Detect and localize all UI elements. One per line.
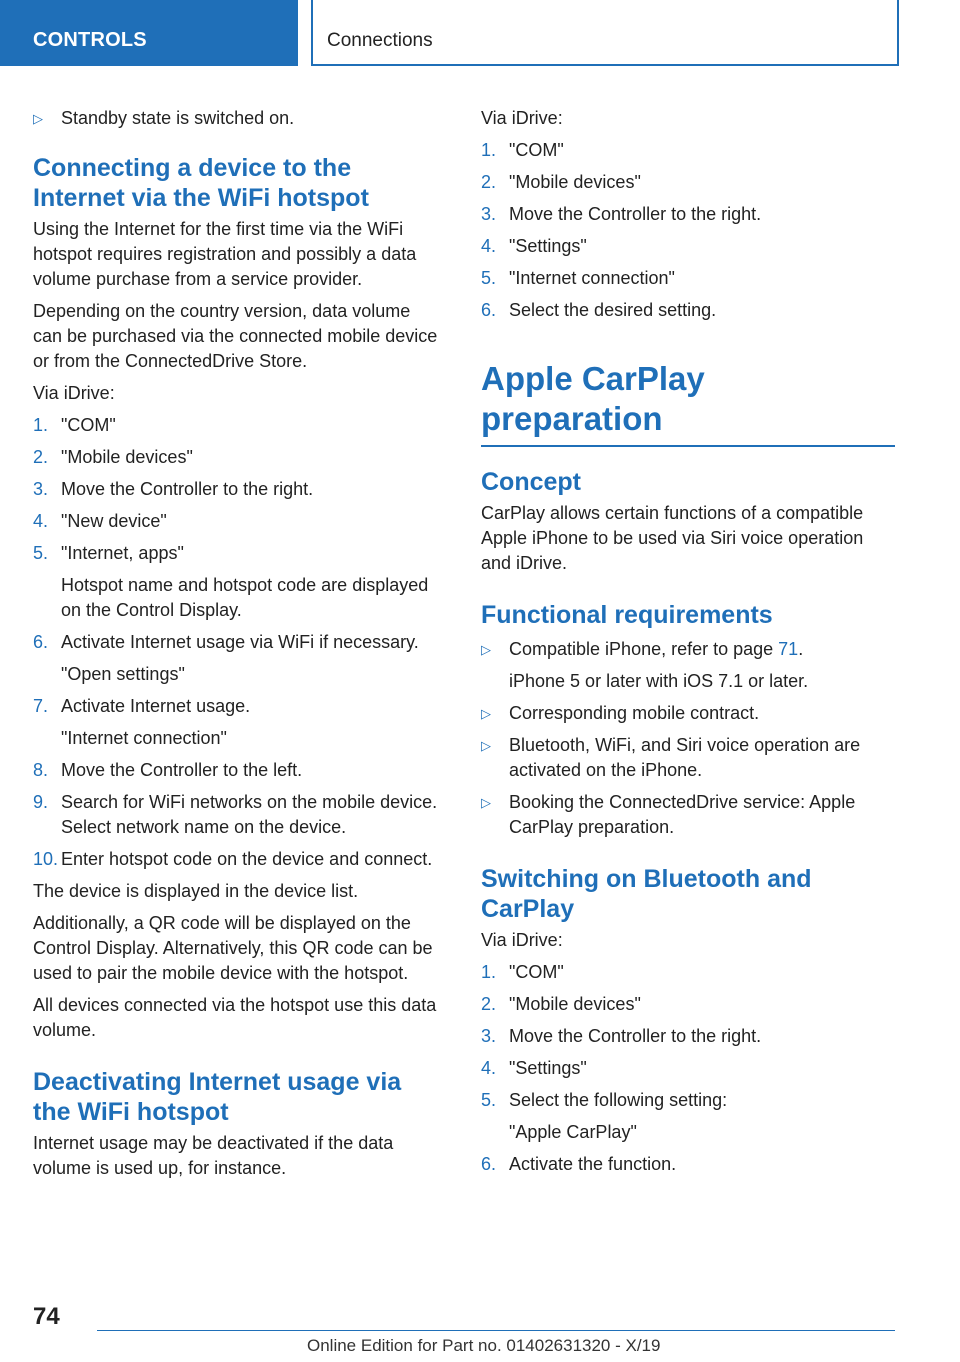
step-subtext: "Apple CarPlay" bbox=[509, 1122, 637, 1142]
via-idrive-label: Via iDrive: bbox=[481, 108, 563, 128]
step-text: Activate Internet usage via WiFi if necessary. bbox=[61, 632, 419, 652]
via-idrive-label: Via iDrive: bbox=[33, 383, 115, 403]
step-number: 10. bbox=[33, 849, 59, 869]
heading-deactivate: Deactivating Internet usage via the WiFi hotspot bbox=[33, 1068, 402, 1126]
heading-concept: Concept bbox=[481, 468, 581, 496]
paragraph: All devices connected via the hotspot use this data volume. bbox=[33, 995, 437, 1040]
step-item bbox=[33, 790, 441, 840]
standby-list bbox=[33, 106, 441, 131]
step-number: 1. bbox=[481, 962, 497, 982]
step-item bbox=[481, 1152, 895, 1177]
step-text: Select the following setting: bbox=[509, 1090, 728, 1110]
paragraph: Internet usage may be deactivated if the data volume is used up, for instance. bbox=[33, 1133, 394, 1178]
list-item: ▷ Booking the ConnectedDrive service: Apple CarPlay preparation. bbox=[481, 792, 856, 837]
step-text: "Settings" bbox=[509, 1058, 587, 1078]
list-item: ▷ Bluetooth, WiFi, and Siri voice operation are activated on the iPhone. bbox=[481, 735, 861, 780]
step-text: "Settings" bbox=[509, 236, 587, 256]
triangle-right-icon: ▷ bbox=[481, 738, 491, 753]
step-number: 4. bbox=[33, 511, 49, 531]
step-text: Activate Internet usage. bbox=[61, 696, 251, 716]
step-text: "COM" bbox=[509, 140, 564, 160]
step-item bbox=[33, 445, 441, 470]
step-number: 4. bbox=[481, 1058, 497, 1078]
footer-divider bbox=[97, 1330, 895, 1331]
step-number: 4. bbox=[481, 236, 497, 256]
step-item bbox=[481, 234, 895, 259]
step-number: 2. bbox=[481, 172, 497, 192]
triangle-right-icon: ▷ bbox=[33, 111, 43, 126]
step-text: Search for WiFi networks on the mobile device. Select network name on the device. bbox=[61, 792, 438, 837]
footer-edition: Online Edition for Part no. 01402631320 - X/19 bbox=[307, 1336, 661, 1355]
page-number: 74 bbox=[33, 1303, 60, 1330]
triangle-right-icon: ▷ bbox=[481, 706, 491, 721]
step-number: 3. bbox=[33, 479, 49, 499]
paragraph: Additionally, a QR code will be displayed on the Control Display. Alternatively, this QR code can be used to pair the mobile device with the hotspot. bbox=[33, 913, 433, 983]
step-item bbox=[481, 992, 895, 1017]
step-number: 9. bbox=[33, 792, 49, 812]
step-number: 3. bbox=[481, 204, 497, 224]
step-item bbox=[33, 758, 441, 783]
step-item bbox=[33, 847, 441, 872]
step-subtext: Hotspot name and hotspot code are displayed on the Control Display. bbox=[61, 575, 429, 620]
step-item bbox=[481, 1024, 895, 1049]
step-item bbox=[33, 630, 441, 687]
paragraph: Using the Internet for the first time via the WiFi hotspot requires registration and possibly a data volume purchase from a service provider. bbox=[33, 219, 417, 289]
chapter-label: Connections bbox=[327, 30, 433, 51]
step-number: 3. bbox=[481, 1026, 497, 1046]
step-text: Move the Controller to the right. bbox=[509, 204, 762, 224]
step-item bbox=[481, 266, 895, 291]
requirements-list bbox=[481, 637, 895, 840]
step-item bbox=[33, 694, 441, 751]
step-item bbox=[33, 413, 441, 438]
step-text: "Mobile devices" bbox=[61, 447, 193, 467]
step-text: Select the desired setting. bbox=[509, 300, 717, 320]
step-text: "Mobile devices" bbox=[509, 172, 641, 192]
step-text: Move the Controller to the left. bbox=[61, 760, 303, 780]
step-item bbox=[481, 960, 895, 985]
step-item bbox=[33, 477, 441, 502]
step-number: 6. bbox=[481, 1154, 497, 1174]
step-number: 5. bbox=[481, 1090, 497, 1110]
step-number: 8. bbox=[33, 760, 49, 780]
step-number: 6. bbox=[33, 632, 49, 652]
step-number: 1. bbox=[481, 140, 497, 160]
step-item bbox=[481, 1056, 895, 1081]
step-subtext: "Internet connection" bbox=[61, 728, 227, 748]
step-number: 7. bbox=[33, 696, 49, 716]
section-label: CONTROLS bbox=[33, 29, 147, 51]
steps-list bbox=[481, 960, 895, 1177]
step-text: "Internet connection" bbox=[509, 268, 675, 288]
step-number: 5. bbox=[33, 543, 49, 563]
step-number: 6. bbox=[481, 300, 497, 320]
step-text: "COM" bbox=[509, 962, 564, 982]
step-subtext: "Open settings" bbox=[61, 664, 185, 684]
step-text: Activate the function. bbox=[509, 1154, 677, 1174]
paragraph: The device is displayed in the device list. bbox=[33, 881, 359, 901]
chapter-box bbox=[311, 0, 899, 66]
section-tab bbox=[0, 0, 298, 66]
step-text: Move the Controller to the right. bbox=[61, 479, 314, 499]
triangle-right-icon: ▷ bbox=[481, 795, 491, 810]
heading-apple-carplay: Apple CarPlay preparation bbox=[481, 359, 895, 447]
list-item: ▷ Standby state is switched on. bbox=[33, 106, 441, 131]
right-column bbox=[481, 96, 895, 1184]
triangle-right-icon: ▷ bbox=[481, 642, 491, 657]
paragraph: CarPlay allows certain functions of a compatible Apple iPhone to be used via Siri voice operation and iDrive. bbox=[481, 503, 864, 573]
step-text: "Mobile devices" bbox=[509, 994, 641, 1014]
step-text: Move the Controller to the right. bbox=[509, 1026, 762, 1046]
list-item: ▷ Compatible iPhone, refer to page 71. iPhone 5 or later with iOS 7.1 or later. bbox=[481, 639, 809, 691]
step-number: 1. bbox=[33, 415, 49, 435]
step-item bbox=[481, 298, 895, 323]
step-number: 2. bbox=[481, 994, 497, 1014]
heading-requirements: Functional requirements bbox=[481, 601, 773, 629]
page-header bbox=[0, 0, 960, 66]
step-text: "Internet, apps" bbox=[61, 543, 184, 563]
left-column bbox=[33, 96, 441, 1188]
heading-connect-hotspot: Connecting a device to the Internet via the WiFi hotspot bbox=[33, 154, 369, 212]
step-item bbox=[33, 541, 441, 623]
paragraph: Depending on the country version, data volume can be purchased via the connected mobile device or from the ConnectedDrive Store. bbox=[33, 301, 438, 371]
step-number: 2. bbox=[33, 447, 49, 467]
steps-list bbox=[33, 413, 441, 872]
step-text: "COM" bbox=[61, 415, 116, 435]
step-item bbox=[481, 138, 895, 163]
step-text: "New device" bbox=[61, 511, 167, 531]
step-item bbox=[33, 509, 441, 534]
list-item: ▷ Corresponding mobile contract. bbox=[481, 701, 895, 726]
step-item bbox=[481, 202, 895, 227]
page-link[interactable]: 71 bbox=[778, 639, 799, 659]
step-item bbox=[481, 170, 895, 195]
steps-list bbox=[481, 138, 895, 323]
step-item bbox=[481, 1088, 895, 1145]
via-idrive-label: Via iDrive: bbox=[481, 930, 563, 950]
step-number: 5. bbox=[481, 268, 497, 288]
heading-switching-on: Switching on Bluetooth and CarPlay bbox=[481, 865, 812, 923]
step-text: Enter hotspot code on the device and connect. bbox=[61, 849, 433, 869]
